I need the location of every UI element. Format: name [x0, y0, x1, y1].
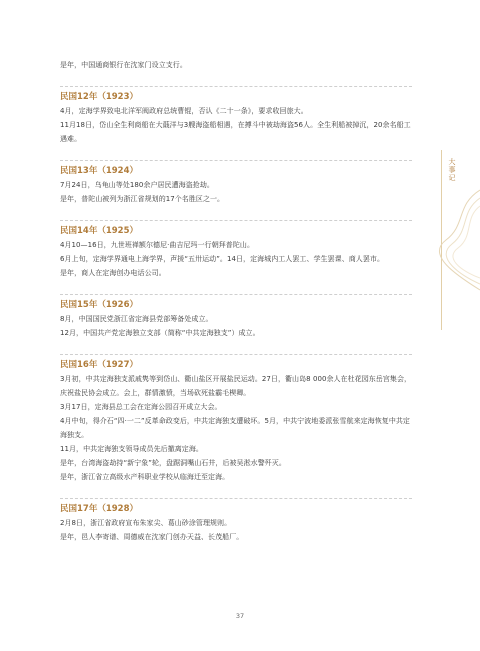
event-entry: 是年，普陀山被列为浙江省规划的17个名胜区之一。: [60, 195, 225, 203]
section-divider: [60, 498, 412, 499]
year-heading: 民国15年（1926）: [60, 300, 138, 310]
event-entry: 是年，商人在定海创办电话公司。: [60, 269, 166, 277]
section-side-label: 大事记: [448, 158, 456, 182]
intro-entry: 是年，中国通商银行在沈家门设立支行。: [60, 61, 187, 69]
event-entry: 8月，中国国民党浙江省定海县党部筹备处成立。: [60, 315, 213, 323]
event-entry: 4月，定海学界致电北洋军阀政府总统曹锟，否认《二十一条》，要求收回旅大。: [60, 107, 308, 115]
event-entry: 12月，中国共产党定海独立支部（简称“中共定海独支”）成立。: [60, 329, 260, 337]
event-entry: 4月中旬，得介石“四·一二”反革命政变后，中共定海独支遭破坏。5月，中共宁波地委派张雪航来定海恢复中共定海独支。: [60, 417, 410, 439]
event-entry: 是年，浙江省立高级水产科职业学校从临海迁至定海。: [60, 473, 230, 481]
event-entry: 是年，台湾海盗劫持“新宁象”轮，盘踞洞嘴山石井，后被吴淞水警歼灭。: [60, 459, 286, 467]
event-entry: 是年，邑人李寄谱、周德威在沈家门创办天益、长茂船厂。: [60, 533, 244, 541]
year-heading: 民国17年（1928）: [60, 504, 138, 514]
event-entry: 2月8日，浙江省政府宣布朱家尖、葛山砂涂管理规则。: [60, 519, 232, 527]
section-divider: [60, 86, 412, 87]
event-entry: 11月18日，岱山全生利商船在大蕺洋与3艘海盗船相遇，在搏斗中被劫海盗56人。全生利船被掉沉，20余名船工遇难。: [60, 121, 411, 143]
event-entry: 4月10—16日，九世班禅额尔德尼·曲吉尼玛一行朝拜普陀山。: [60, 241, 254, 249]
event-entry: 11月，中共定海独支领导成员先后撤离定海。: [60, 445, 203, 453]
year-block-1928: [60, 498, 412, 544]
section-divider: [60, 220, 412, 221]
event-entry: 6月上旬，定海学界通电上海学界，声援“五卅运动”。14日，定海城内工人罢工、学生罢课、商人罢市。: [60, 255, 385, 263]
year-block-1926: [60, 294, 412, 340]
chronicle-content: [60, 58, 412, 544]
year-block-1927: [60, 354, 412, 484]
year-heading: 民国14年（1925）: [60, 226, 138, 236]
section-divider: [60, 354, 412, 355]
year-heading: 民国13年（1924）: [60, 166, 138, 176]
page-number: 37: [235, 612, 245, 620]
wave-decoration-icon: [436, 180, 480, 300]
year-block-1924: [60, 160, 412, 206]
year-block-1923: [60, 86, 412, 146]
section-divider: [60, 160, 412, 161]
year-block-1925: [60, 220, 412, 280]
event-entry: 7月24日，乌龟山等处180余户居民遭海盗抢劫。: [60, 181, 214, 189]
event-entry: 3月初，中共定海独支派戚隽等到岱山、衢山盐区开展盐民运动。27日，衢山岛8 000余人在杜花园东岳宫集会，庆祝盐民协会成立。会上，群情激愤，当场砍死盐霸毛楔卿。: [60, 375, 412, 397]
year-heading: 民国12年（1923）: [60, 92, 138, 102]
section-divider: [60, 294, 412, 295]
event-entry: 3月17日，定海县总工会在定海公园召开成立大会。: [60, 403, 222, 411]
year-heading: 民国16年（1927）: [60, 360, 138, 370]
